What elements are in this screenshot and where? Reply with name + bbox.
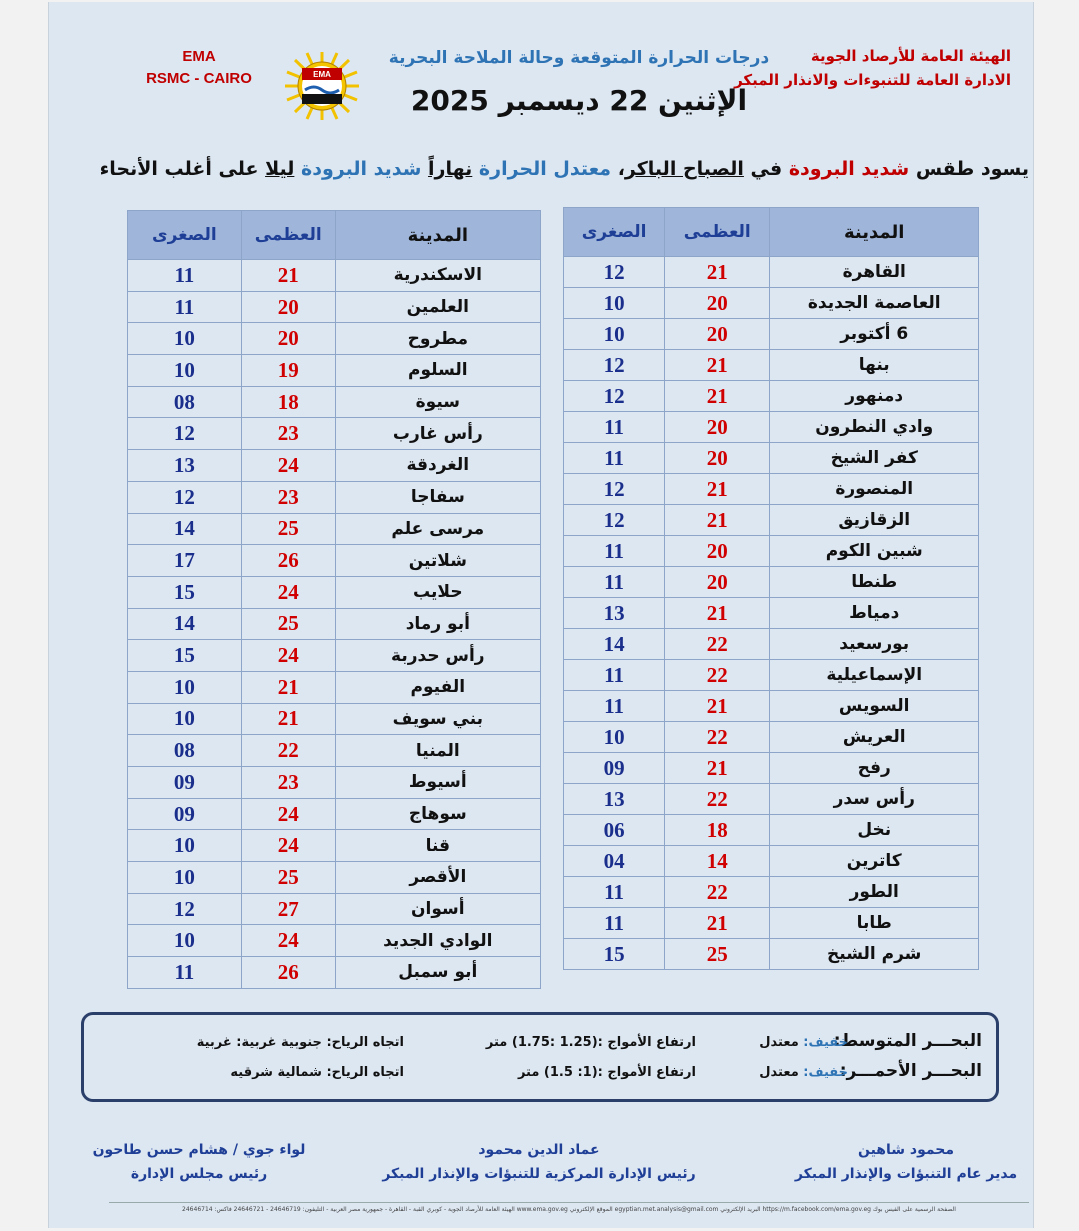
min-temp-cell: 12 [564,257,665,288]
city-cell: بورسعيد [770,629,979,660]
table-row [564,474,979,505]
min-temp-cell: 09 [564,753,665,784]
header-max: العظمى [665,208,770,257]
max-temp-cell: 21 [241,671,335,703]
sea-conditions-box [81,1012,999,1102]
city-cell: مرسى علم [335,513,540,545]
table-row [128,640,541,672]
logo-text: EMA [313,70,331,79]
min-temp-cell: 09 [128,767,242,799]
max-temp-cell: 25 [665,939,770,970]
sea-state [759,1065,848,1080]
city-cell: رأس حدربة [335,640,540,672]
max-temp-cell: 19 [241,355,335,387]
min-temp-cell: 11 [564,443,665,474]
signature-2 [369,1138,709,1186]
min-temp-cell: 12 [128,893,242,925]
sea-name: البحـــر الأحمـــر: [839,1061,982,1081]
signature-1 [791,1138,1021,1186]
min-temp-cell: 10 [128,862,242,894]
headline-part [472,158,479,180]
max-temp-cell: 22 [665,660,770,691]
max-temp-cell: 24 [241,450,335,482]
table-row [564,939,979,970]
min-temp-cell: 11 [564,536,665,567]
max-temp-cell: 23 [241,481,335,513]
table-row [128,608,541,640]
min-temp-cell: 10 [128,671,242,703]
max-temp-cell: 20 [665,288,770,319]
city-cell: سوهاج [335,798,540,830]
min-temp-cell: 10 [564,319,665,350]
header-city: المدينة [770,208,979,257]
max-temp-cell: 20 [241,323,335,355]
min-temp-cell: 12 [564,474,665,505]
city-cell: دمنهور [770,381,979,412]
min-temp-cell: 13 [128,450,242,482]
min-temp-cell: 12 [564,350,665,381]
cities-table-left [127,210,541,989]
headline-part: شديد البرودة [301,158,422,180]
city-cell: بنها [770,350,979,381]
city-cell: العاصمة الجديدة [770,288,979,319]
min-temp-cell: 11 [564,691,665,722]
wave-height: ارتفاع الأمواج :(1.25 :1.75) متر [485,1035,696,1050]
min-temp-cell: 12 [128,481,242,513]
headline-part: نهاراً [428,158,473,180]
table-row [564,443,979,474]
table-row [564,567,979,598]
min-temp-cell: 15 [564,939,665,970]
city-cell: الفيوم [335,671,540,703]
table-row [564,784,979,815]
city-cell: الوادي الجديد [335,925,540,957]
header-city: المدينة [335,211,540,260]
table-row [128,703,541,735]
table-row [128,798,541,830]
max-temp-cell: 20 [665,412,770,443]
city-cell: 6 أكتوبر [770,319,979,350]
table-row [128,671,541,703]
max-temp-cell: 21 [665,350,770,381]
table-row [128,355,541,387]
signature-title: مدير عام التنبؤات والإنذار المبكر [794,1166,1018,1182]
max-temp-cell: 25 [241,608,335,640]
city-cell: أسيوط [335,767,540,799]
city-cell: طنطا [770,567,979,598]
min-temp-cell: 10 [128,323,242,355]
table-row [128,291,541,323]
table-row [128,862,541,894]
min-temp-cell: 08 [128,735,242,767]
min-temp-cell: 11 [128,957,242,989]
signature-3 [89,1138,309,1186]
sea-row-mediterranean [84,1031,996,1059]
org-line-2: الادارة العامة للتنبوءات والانذار المبكر [734,71,1011,89]
table-row [564,753,979,784]
headline-part: يسود طقس [909,158,1029,180]
min-temp-cell: 06 [564,815,665,846]
max-temp-cell: 24 [241,798,335,830]
max-temp-cell: 26 [241,957,335,989]
city-cell: شلاتين [335,545,540,577]
title-line-1: درجات الحرارة المتوقعة وحالة الملاحة البحرية [388,48,770,68]
city-cell: الإسماعيلية [770,660,979,691]
max-temp-cell: 25 [241,513,335,545]
table-row [564,722,979,753]
ema-logo-icon [277,50,367,122]
table-row [564,598,979,629]
table-row [564,691,979,722]
headline-part: الصباح الباكر [624,158,744,180]
max-temp-cell: 21 [665,505,770,536]
city-cell: قنا [335,830,540,862]
min-temp-cell: 13 [564,598,665,629]
max-temp-cell: 22 [665,877,770,908]
min-temp-cell: 14 [128,513,242,545]
city-cell: السويس [770,691,979,722]
city-cell: دمياط [770,598,979,629]
city-cell: وادي النطرون [770,412,979,443]
signature-name: لواء جوي / هشام حسن طاحون [92,1142,306,1158]
max-temp-cell: 23 [241,767,335,799]
table-row [564,908,979,939]
sea-state-value: معتدل [759,1065,799,1080]
max-temp-cell: 21 [665,381,770,412]
table-row [128,260,541,292]
city-cell: العلمين [335,291,540,323]
min-temp-cell: 14 [128,608,242,640]
city-cell: الطور [770,877,979,908]
bulletin-page [48,2,1034,1228]
city-cell: نخل [770,815,979,846]
headline-part: في [743,158,789,180]
city-cell: سيوة [335,386,540,418]
min-temp-cell: 11 [564,412,665,443]
max-temp-cell: 24 [241,830,335,862]
min-temp-cell: 11 [564,908,665,939]
table-row [128,893,541,925]
max-temp-cell: 21 [241,260,335,292]
max-temp-cell: 24 [241,640,335,672]
city-cell: الاسكندرية [335,260,540,292]
min-temp-cell: 10 [128,703,242,735]
max-temp-cell: 21 [665,753,770,784]
min-temp-cell: 11 [564,567,665,598]
signature-title: رئيس الإدارة المركزية للتنبؤات والإنذار المبكر [382,1166,696,1182]
max-temp-cell: 22 [665,784,770,815]
city-cell: شرم الشيخ [770,939,979,970]
table-row [128,545,541,577]
table-row [128,450,541,482]
city-cell: كفر الشيخ [770,443,979,474]
min-temp-cell: 15 [128,640,242,672]
city-cell: رفح [770,753,979,784]
title-date: الإثنين 22 ديسمبر 2025 [410,84,748,117]
city-cell: بني سويف [335,703,540,735]
min-temp-cell: 10 [564,288,665,319]
max-temp-cell: 24 [241,925,335,957]
sea-name: البحـــر المتوسط: [833,1031,982,1051]
table-row [128,481,541,513]
max-temp-cell: 22 [665,722,770,753]
min-temp-cell: 17 [128,545,242,577]
table-row [128,735,541,767]
min-temp-cell: 10 [128,925,242,957]
sea-state-label: خفيف: [798,1065,848,1080]
ema-text: EMA [182,48,216,65]
sea-state-label: خفيف: [798,1035,848,1050]
city-cell: كاترين [770,846,979,877]
max-temp-cell: 21 [665,598,770,629]
city-cell: رأس سدر [770,784,979,815]
sea-state [759,1035,848,1050]
min-temp-cell: 15 [128,576,242,608]
max-temp-cell: 21 [665,257,770,288]
table-row [128,323,541,355]
max-temp-cell: 20 [665,536,770,567]
min-temp-cell: 04 [564,846,665,877]
city-cell: الغردقة [335,450,540,482]
footer-contact: الصفحة الرسمية على الفيس بوك https://m.facebook.com/ema.gov.eg البريد الإلكتروني egyptian.met.analysis@gmail.com الموقع الإلكتروني www.ema.gov.eg الهيئة العامة للأرصاد الجوية - كوبري القبة - القاهرة - جمهورية مصر العربية - التليفون: 24646719 - 24646721 فاكس: 24646714 [109,1202,1029,1213]
min-temp-cell: 10 [128,355,242,387]
table-row [564,381,979,412]
table-row [564,660,979,691]
city-cell: مطروح [335,323,540,355]
table-row [564,319,979,350]
min-temp-cell: 12 [564,505,665,536]
headline-part: ، [611,158,625,180]
table-row [564,846,979,877]
max-temp-cell: 18 [241,386,335,418]
min-temp-cell: 13 [564,784,665,815]
table-row [564,288,979,319]
ema-label [139,46,259,90]
table-row [564,629,979,660]
table-row [564,536,979,567]
city-cell: أبو رماد [335,608,540,640]
min-temp-cell: 12 [564,381,665,412]
city-cell: السلوم [335,355,540,387]
table-row [128,957,541,989]
max-temp-cell: 18 [665,815,770,846]
table-row [128,925,541,957]
header-min: الصغرى [128,211,242,260]
signature-name: عماد الدين محمود [478,1142,600,1158]
city-cell: أسوان [335,893,540,925]
weather-headline [99,158,1029,180]
table-row [564,257,979,288]
min-temp-cell: 11 [128,260,242,292]
signature-name: محمود شاهين [857,1142,955,1158]
min-temp-cell: 11 [564,660,665,691]
wave-height: ارتفاع الأمواج :(1: 1.5) متر [517,1065,696,1080]
max-temp-cell: 21 [665,474,770,505]
table-row [128,418,541,450]
min-temp-cell: 12 [128,418,242,450]
max-temp-cell: 22 [241,735,335,767]
city-cell: أبو سمبل [335,957,540,989]
max-temp-cell: 23 [241,418,335,450]
headline-part: شديد البرودة [788,158,910,180]
headline-part: ليلا [265,158,295,180]
min-temp-cell: 11 [564,877,665,908]
city-cell: حلايب [335,576,540,608]
max-temp-cell: 20 [665,567,770,598]
sea-state-value: معتدل [759,1035,799,1050]
header-max: العظمى [241,211,335,260]
table-row [128,386,541,418]
max-temp-cell: 26 [241,545,335,577]
table-row [128,513,541,545]
max-temp-cell: 27 [241,893,335,925]
max-temp-cell: 21 [241,703,335,735]
city-cell: شبين الكوم [770,536,979,567]
max-temp-cell: 25 [241,862,335,894]
table-row [128,576,541,608]
max-temp-cell: 20 [665,443,770,474]
max-temp-cell: 20 [241,291,335,323]
table-row [128,767,541,799]
max-temp-cell: 21 [665,908,770,939]
min-temp-cell: 08 [128,386,242,418]
headline-part: معتدل الحرارة [478,158,612,180]
max-temp-cell: 21 [665,691,770,722]
min-temp-cell: 09 [128,798,242,830]
city-cell: طابا [770,908,979,939]
max-temp-cell: 24 [241,576,335,608]
max-temp-cell: 22 [665,629,770,660]
signature-title: رئيس مجلس الإدارة [130,1166,268,1182]
city-cell: رأس غارب [335,418,540,450]
cities-table-right [563,207,979,970]
city-cell: القاهرة [770,257,979,288]
min-temp-cell: 10 [128,830,242,862]
wind-direction: اتجاه الرياح: جنوبية غربية: غربية [196,1035,404,1050]
max-temp-cell: 14 [665,846,770,877]
city-cell: المنصورة [770,474,979,505]
city-cell: الزقازيق [770,505,979,536]
headline-part: على أغلب الأنحاء [99,158,266,180]
city-cell: المنيا [335,735,540,767]
table-row [564,877,979,908]
min-temp-cell: 11 [128,291,242,323]
city-cell: العريش [770,722,979,753]
wind-direction: اتجاه الرياح: شمالية شرقيه [230,1065,404,1080]
city-cell: الأقصر [335,862,540,894]
min-temp-cell: 14 [564,629,665,660]
org-name [734,44,1011,92]
max-temp-cell: 20 [665,319,770,350]
table-row [128,830,541,862]
table-row [564,412,979,443]
sea-row-red-sea [84,1061,996,1089]
table-row [564,505,979,536]
table-row [564,350,979,381]
org-line-1: الهيئة العامة للأرصاد الجوية [810,47,1011,65]
min-temp-cell: 10 [564,722,665,753]
header-min: الصغرى [564,208,665,257]
table-row [564,815,979,846]
city-cell: سفاجا [335,481,540,513]
rsmc-text: RSMC - CAIRO [146,70,252,87]
